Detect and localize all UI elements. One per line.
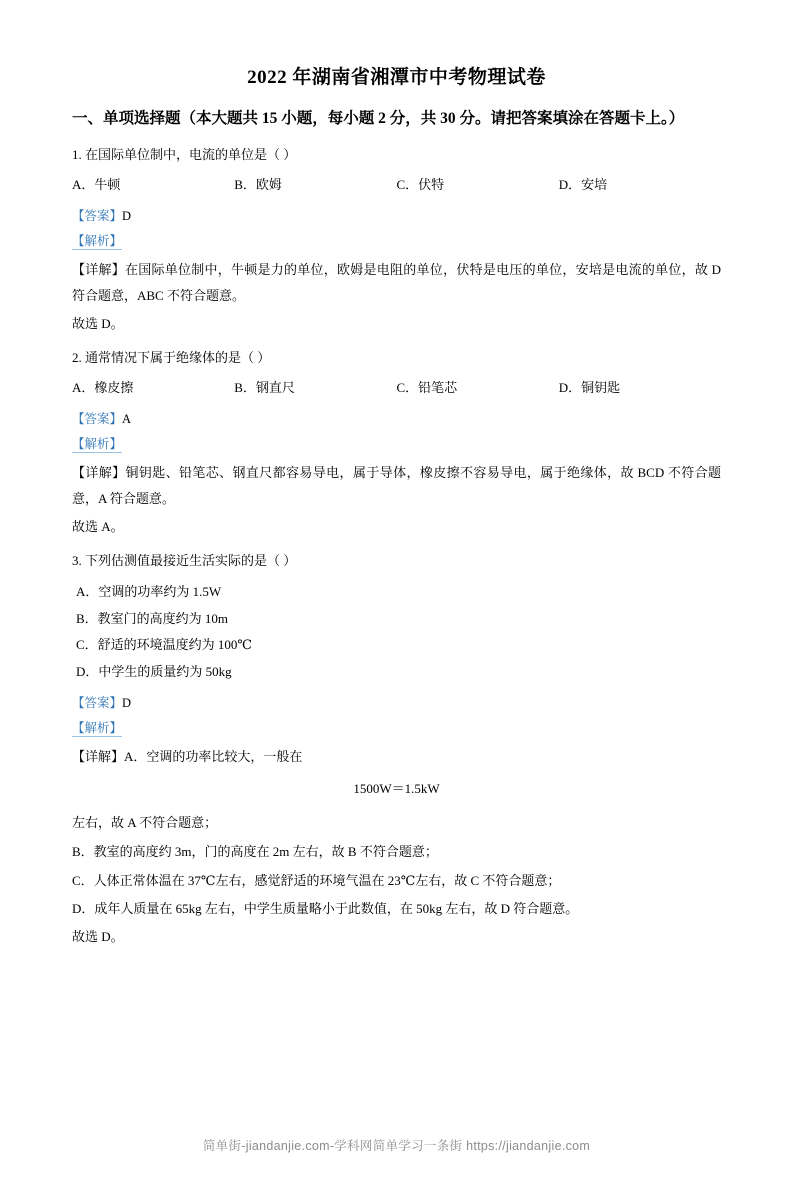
question-stem: 3. 下列估测值最接近生活实际的是（ ） <box>72 552 297 568</box>
question-block <box>72 550 721 950</box>
option-a[interactable]: A．牛顿 <box>72 177 121 193</box>
page-title: 2022 年湖南省湘潭市中考物理试卷 <box>247 67 546 88</box>
question-stem: 1. 在国际单位制中，电流的单位是（ ） <box>72 146 297 162</box>
analysis-label: 【解析】 <box>72 437 123 452</box>
analysis-label-wrap <box>72 231 721 251</box>
option-c[interactable]: C．伏特 <box>396 177 445 193</box>
detail-text: 【详解】在国际单位制中，牛顿是力的单位，欧姆是电阻的单位，伏特是电压的单位，安培是电流的单位，故 D 符合题意，ABC 不符合题意。 <box>72 262 721 303</box>
options-row <box>72 174 721 196</box>
answer-value: D <box>122 209 132 224</box>
options-row <box>72 377 721 399</box>
conclusion-text: 故选 D。 <box>72 316 124 332</box>
answer-value: D <box>122 695 132 710</box>
option-b[interactable]: B．钢直尺 <box>234 380 295 396</box>
option-d[interactable]: D．铜钥匙 <box>558 380 621 396</box>
analysis-label-wrap <box>72 434 721 454</box>
detail-text: 【详解】铜钥匙、铅笔芯、钢直尺都容易导电，属于导体，橡皮擦不容易导电，属于绝缘体，故 BCD 不符合题意，A 符合题意。 <box>72 465 721 506</box>
option-b[interactable]: B．教室门的高度约为 10m <box>76 610 229 626</box>
option-c[interactable]: C．铅笔芯 <box>396 380 458 396</box>
detail-sub-item-c: C．人体正常体温在 37℃左右，感觉舒适的环境气温在 23℃左右，故 C 不符合题意； <box>72 872 561 888</box>
analysis-label-wrap <box>72 718 721 738</box>
option-d[interactable]: D．中学生的质量约为 50kg <box>76 664 232 680</box>
document-page <box>0 62 793 1184</box>
answer-line <box>72 206 721 224</box>
option-a[interactable]: A．空调的功率约为 1.5W <box>76 584 222 600</box>
detail-lead-text: 【详解】A．空调的功率比较大，一般在 <box>72 748 303 764</box>
page-footer: 简单街-jiandanjie.com-学科网简单学习一条街 https://jiandanjie.com <box>202 1139 591 1153</box>
detail-sub-item-b: B．教室的高度约 3m，门的高度在 2m 左右，故 B 不符合题意； <box>72 844 438 860</box>
option-c[interactable]: C．舒适的环境温度约为 100℃ <box>76 637 252 653</box>
answer-label: 【答案】 <box>72 209 123 224</box>
option-d[interactable]: D．安培 <box>558 177 608 193</box>
detail-after-text: 左右，故 A 不符合题意； <box>72 814 218 830</box>
option-a[interactable]: A．橡皮擦 <box>72 380 134 396</box>
analysis-label: 【解析】 <box>72 720 123 735</box>
question-block <box>72 144 721 337</box>
conclusion-text: 故选 D。 <box>72 929 124 945</box>
option-b[interactable]: B．欧姆 <box>234 177 282 193</box>
detail-sub-item-d: D．成年人质量在 65kg 左右，中学生质量略小于此数值，在 50kg 左右，故 D 符合题意。 <box>72 900 579 916</box>
question-block <box>72 347 721 540</box>
section-heading: 一、单项选择题（本大题共 15 小题，每小题 2 分，共 30 分。请把答案填涂在答题卡上。） <box>72 110 685 127</box>
answer-line <box>72 409 721 427</box>
analysis-label: 【解析】 <box>72 234 123 249</box>
answer-label: 【答案】 <box>72 695 123 710</box>
question-stem: 2. 通常情况下属于绝缘体的是（ ） <box>72 349 271 365</box>
answer-line <box>72 693 721 711</box>
conclusion-text: 故选 A。 <box>72 518 124 534</box>
formula: 1500W＝1.5kW <box>353 781 440 797</box>
answer-label: 【答案】 <box>72 412 123 427</box>
answer-value: A <box>122 412 132 427</box>
